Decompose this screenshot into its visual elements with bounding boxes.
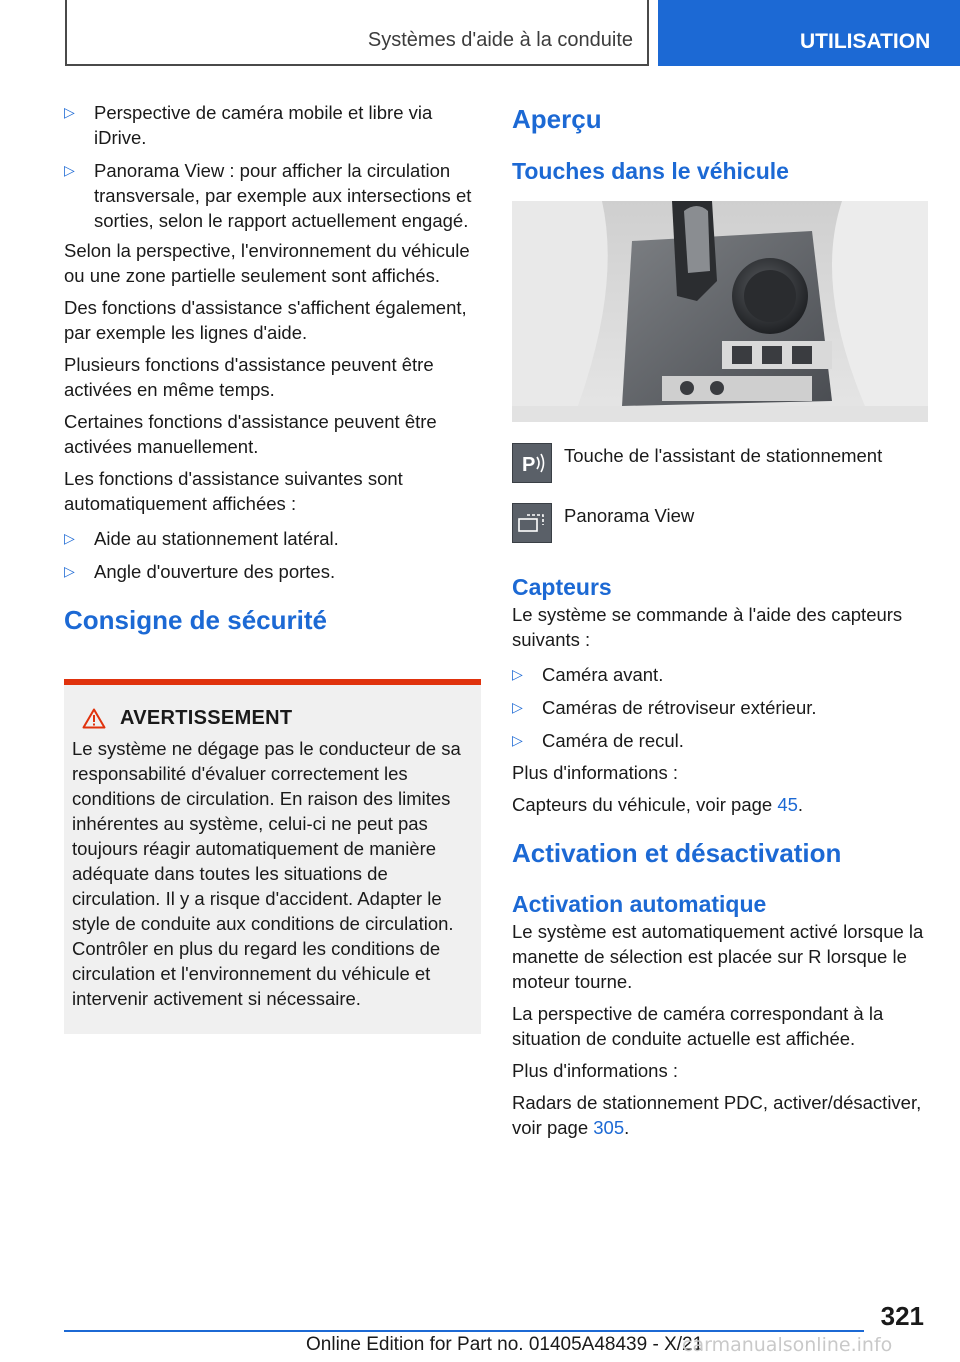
key-label: Panorama View	[564, 505, 695, 526]
chapter-title: UTILISATION	[800, 30, 931, 53]
list-item: ▷ Perspective de caméra mobile et libre via iDrive.	[64, 102, 433, 148]
list-item: ▷ Caméras de rétroviseur extérieur.	[512, 697, 817, 718]
list-item: ▷ Panorama View : pour afficher la circulation transversale, par exemple aux intersections et sorties, selon le rapport actuellement engagé.	[64, 160, 472, 231]
cross-reference: Capteurs du véhicule, voir page 45.	[512, 794, 804, 815]
footer-divider	[64, 1330, 864, 1332]
sensors-heading: Capteurs	[512, 574, 612, 600]
triangle-bullet-icon: ▷	[64, 104, 75, 120]
list-item: ▷ Aide au stationnement latéral.	[64, 528, 339, 549]
chapter-tab	[658, 0, 960, 66]
triangle-bullet-icon: ▷	[512, 699, 523, 715]
edition-note: Online Edition for Part no. 01405A48439 - X/21	[306, 1334, 704, 1355]
overview-heading: Aperçu	[512, 104, 602, 134]
panorama-view-icon	[512, 503, 552, 543]
warning-text: Le système ne dégage pas le conducteur de sa responsabilité d'évaluer correctement les conditions de circulation. En raison des limites inhérentes au système, celui-ci ne peut pas toujours réagir automatiquement de manière adéquate dans toutes les situations de circulation. Il y a risque d'accident. Adapter le style de conduite aux conditions de circulation. Contrôler en plus du regard les conditions de circulation et l'environnement du véhicule et intervenir activement si nécessaire.	[72, 738, 461, 1009]
warning-title: AVERTISSEMENT	[120, 707, 293, 729]
triangle-bullet-icon: ▷	[512, 732, 523, 748]
paragraph: La perspective de caméra correspondant à la situation de conduite actuelle est affichée.	[512, 1003, 884, 1049]
key-row-panorama-view	[512, 503, 930, 548]
warning-triangle-icon	[82, 708, 106, 729]
section-tab	[65, 0, 649, 66]
paragraph: Des fonctions d'assistance s'affichent également, par exemple les lignes d'aide.	[64, 297, 467, 343]
page-link[interactable]: 305	[593, 1117, 625, 1138]
paragraph: Plusieurs fonctions d'assistance peuvent être activées en même temps.	[64, 354, 434, 400]
triangle-bullet-icon: ▷	[64, 563, 75, 579]
cross-reference: Radars de stationnement PDC, activer/désactiver, voir page 305.	[512, 1092, 922, 1138]
section-heading: Consigne de sécurité	[64, 605, 327, 635]
activation-heading: Activation et désactivation	[512, 838, 842, 868]
page-link[interactable]: 45	[777, 794, 798, 815]
warning-header	[82, 707, 473, 730]
svg-text:P: P	[522, 454, 536, 476]
paragraph: Plus d'informations :	[512, 762, 678, 783]
list-item: ▷ Caméra de recul.	[512, 730, 684, 751]
warning-box	[64, 679, 481, 1034]
right-column	[512, 100, 930, 186]
key-row-parking-assistant	[512, 443, 930, 488]
triangle-bullet-icon: ▷	[64, 162, 75, 178]
right-column-lower	[512, 572, 930, 1147]
page-number: 321	[880, 1301, 924, 1331]
list-item: ▷ Caméra avant.	[512, 664, 664, 685]
page-header	[0, 0, 960, 66]
key-label: Touche de l'assistant de stationnement	[564, 445, 883, 466]
parking-assistant-icon	[512, 443, 552, 483]
paragraph: Les fonctions d'assistance suivantes sont automatiquement affichées :	[64, 468, 403, 514]
paragraph: Selon la perspective, l'environnement du véhicule ou une zone partielle seulement sont affichés.	[64, 240, 470, 286]
paragraph: Le système se commande à l'aide des capteurs suivants :	[512, 604, 903, 650]
section-title: Systèmes d'aide à la conduite	[367, 29, 633, 51]
auto-activation-heading: Activation automatique	[512, 891, 767, 917]
list-item: ▷ Angle d'ouverture des portes.	[64, 561, 336, 582]
buttons-heading: Touches dans le véhicule	[512, 158, 789, 184]
left-column	[64, 100, 482, 636]
triangle-bullet-icon: ▷	[64, 530, 75, 546]
triangle-bullet-icon: ▷	[512, 666, 523, 682]
center-console-photo	[512, 201, 928, 422]
paragraph: Plus d'informations :	[512, 1060, 678, 1081]
watermark: carmanualsonline.info	[682, 1334, 893, 1356]
paragraph: Le système est automatiquement activé lorsque la manette de sélection est placée sur R lorsque le moteur tourne.	[512, 921, 924, 992]
paragraph: Certaines fonctions d'assistance peuvent être activées manuellement.	[64, 411, 437, 457]
